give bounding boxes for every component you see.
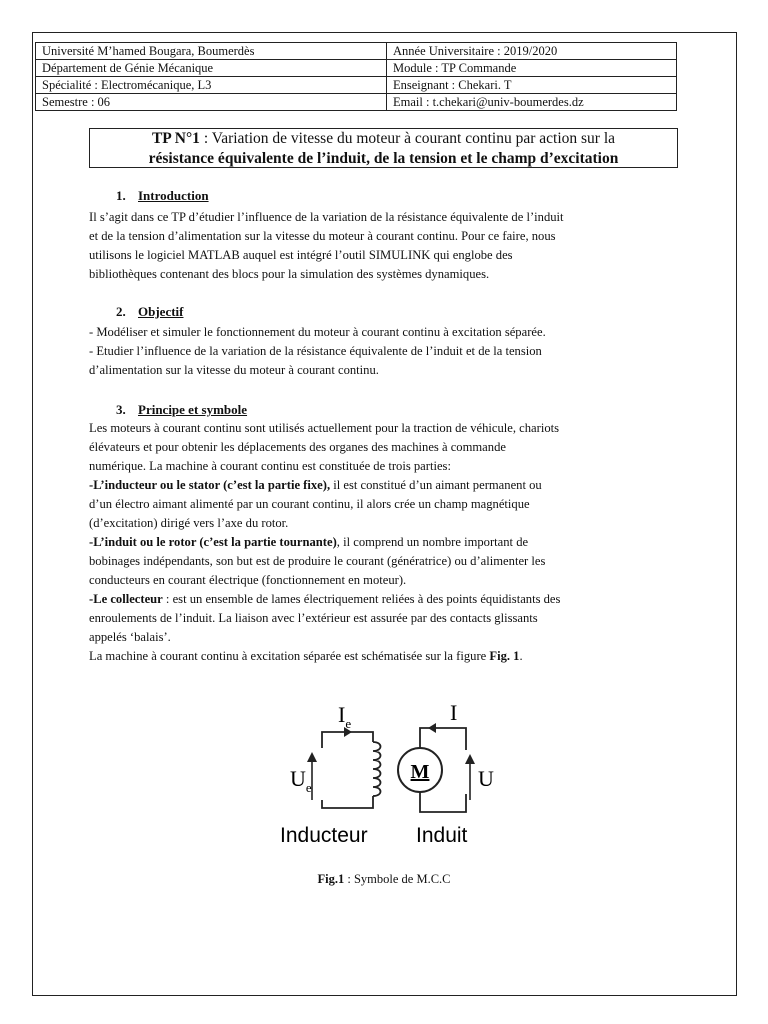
header-semester: Semestre : 06 [36,94,387,111]
inducteur-label: Inducteur [280,824,368,847]
header-email: Email : t.chekari@univ-boumerdes.dz [387,94,677,111]
text-line: bobinages indépendants, son but est de produire le courant (génératrice) ou d’alimenter les [89,554,546,568]
motor-label: M [410,761,430,783]
section-title: Objectif [138,304,184,319]
caption-text: : Symbole de M.C.C [344,872,451,886]
ie-label: $I_e$ [338,702,352,731]
i-label: I [450,700,458,725]
induit-term: -L’induit ou le rotor (c’est la partie tournante) [89,535,337,549]
section-title: Principe et symbole [138,402,248,417]
text-line: - Etudier l’influence de la variation de la résistance équivalente de l’induit et de la tension [89,344,542,358]
section-objectif-heading [116,304,183,320]
tp-title-line1: : Variation de vitesse du moteur à courant continu par action sur la [199,130,616,147]
text-line: appelés ‘balais’. [89,630,171,644]
text-line: Il s’agit dans ce TP d’étudier l’influence de la variation de la résistance équivalente de l’induit [89,210,564,224]
text-line [89,476,677,495]
text-line [89,590,677,609]
section-number: 3. [116,402,126,417]
section-number: 2. [116,304,126,319]
objectif-paragraph [89,323,677,380]
text-line: bibliothèques contenant des blocs pour la simulation des systèmes dynamiques. [89,267,490,281]
tp-title [89,128,678,168]
text-line: enroulements de l’induit. La liaison avec l’extérieur est assurée par des contacts glissants [89,611,538,625]
text-line: d’un électro aimant alimenté par un courant continu, il alors crée un champ magnétique [89,497,530,511]
header-year: Année Universitaire : 2019/2020 [387,43,677,60]
inducteur-term: -L’inducteur ou le stator (c’est la partie fixe), [89,478,331,492]
figure-reference: Fig. 1 [489,649,520,663]
header-table [35,42,677,111]
ue-arrow-icon [307,752,317,762]
armature-wire-top [420,728,466,750]
text-span: il est constitué d’un aimant permanent ou [330,478,542,492]
header-teacher: Enseignant : Chekari. T [387,77,677,94]
induit-label: Induit [416,824,468,847]
text-line: utilisons le logiciel MATLAB auquel est intégré l’outil SIMULINK qui englobe des [89,248,513,262]
section-introduction-heading [116,188,209,204]
armature-wire-bottom [420,792,466,812]
section-principe-heading [116,402,247,418]
text-line: et de la tension d’alimentation sur la vitesse du moteur à courant continu. Pour ce faire, nous [89,229,556,243]
introduction-paragraph [89,208,677,284]
header-speciality: Spécialité : Electromécanique, L3 [36,77,387,94]
section-title: Introduction [138,188,209,203]
principe-paragraph [89,419,677,666]
collecteur-term: -Le collecteur [89,592,163,606]
text-line: d’alimentation sur la vitesse du moteur à courant continu. [89,363,379,377]
text-line: - Modéliser et simuler le fonctionnement du moteur à courant continu à excitation séparée. [89,325,546,339]
text-span: . [519,649,523,663]
figure-caption [0,872,768,887]
text-line [89,647,677,666]
caption-label: Fig.1 [317,872,345,886]
header-university: Université M’hamed Bougara, Boumerdès [36,43,387,60]
tp-number: TP N°1 [151,130,200,147]
header-module: Module : TP Commande [387,60,677,77]
ue-label: $U_e$ [290,766,312,795]
tp-title-line2: résistance équivalente de l’induit, de la tension et le champ d’excitation [148,150,619,167]
excitation-wire-bottom [322,796,373,808]
section-number: 1. [116,188,126,203]
text-line: conducteurs en courant électrique (fonctionnement en moteur). [89,573,407,587]
text-line: Les moteurs à courant continu sont utilisés actuellement pour la traction de véhicule, chariots [89,421,560,435]
text-span: , il comprend un nombre important de [336,535,529,549]
inductor-coil [373,742,381,796]
text-span: : est un ensemble de lames électriquement reliées à des points équidistants des [162,592,561,606]
mcc-symbol-figure [280,700,500,850]
text-span: La machine à courant continu à excitation séparée est schématisée sur la figure [89,649,490,663]
text-line: (d’excitation) dirigé vers l’axe du rotor. [89,516,289,530]
text-line: élévateurs et pour obtenir les déplacements des organes des machines à commande [89,440,506,454]
i-arrow-icon [428,723,436,733]
header-department: Département de Génie Mécanique [36,60,387,77]
u-arrow-icon [465,754,475,764]
text-line: numérique. La machine à courant continu est constituée de trois parties: [89,459,451,473]
u-label: U [478,766,494,791]
text-line [89,533,677,552]
